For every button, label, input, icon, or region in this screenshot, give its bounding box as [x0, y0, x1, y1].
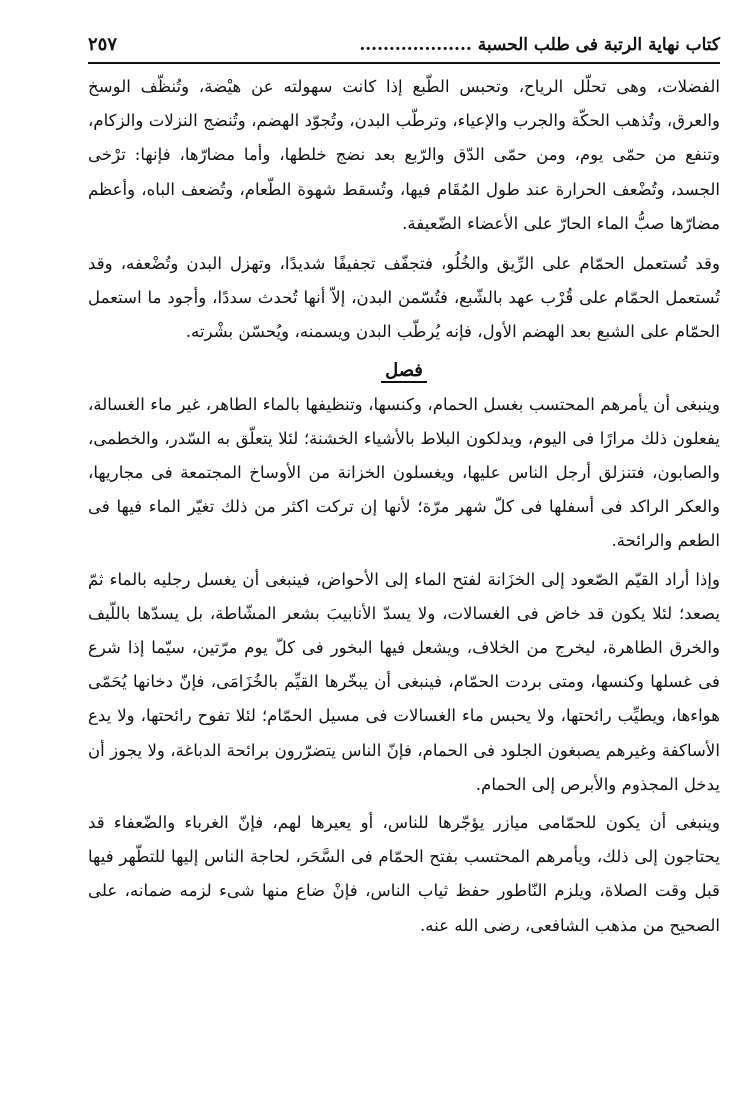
running-title: كتاب نهاية الرتبة فى طلب الحسبة ...................: [359, 35, 720, 55]
book-page: [88, 34, 720, 1094]
page-number: ٢٥٧: [88, 34, 118, 55]
paragraph: الفضلات، وهى تحلّل الرياح، وتحبس الطّبع إذا كانت سهولته عن هيْضة، وتُنظّف الوسخ والعرق، وتُذهب الحكّة والجرب والإعياء، وترطّب البدن، وتُجوّد الهضم، وتُنضج النزلات والزكام، وتنفع من حمّى يوم، ومن حمّى الدّق والرّبع بعد نضج خلطها، وأما مضارّها، فإنها: ترْخى الجسد، وتُضْعف الحرارة عند طول المُقَام فيها، وتُسقط شهوة الطّعام، وتُضعف الباه، وأعظم مضارّها صبُّ الماء الحارّ على الأعضاء الضّعيفة.: [88, 77, 720, 233]
paragraph: وقد تُستعمل الحمّام على الرِّيق والخُلُو، فتجفّف تجفيفًا شديدًا، وتهزل البدن وتُضْعفه، وقد تُستعمل الحمّام على قُرْب عهد بالشّبع، فتُسّمن البدن، إلاّ أنها تُحدث سددًا، وأجود ما استعمل الحمّام على الشبع بعد الهضم الأول، فإنه يُرطّب البدن ويسمنه، ويُحسّن بشْرته.: [88, 254, 720, 342]
section-heading-text: فصل: [381, 360, 427, 383]
paragraph: وينبغى أن يأمرهم المحتسب بغسل الحمام، وكنسها، وتنظيفها بالماء الطاهر، غير ماء الغسالة، يفعلون ذلك مرارًا فى اليوم، ويدلكون البلاط بالأشياء الخشنة؛ لئلا يتعلّق به السّدر، والخطمى، والصابون، فتنزلق أرجل الناس عليها، ويغسلون الخزانة من الأوساخ المجتمعة فى مجاريها، والعكر الراكد فى أسفلها فى كلّ شهر مرّة؛ لأنها إن تركت اكثر من ذلك تغيّر الماء فيها فى الطعم والرائحة.: [88, 394, 721, 551]
paragraph: وإذا أراد القيّم الصّعود إلى الخزَانة لفتح الماء إلى الأحواض، فينبغى أن يغسل رجليه بالماء ثمّ يصعد؛ لئلا يكون قد خاض فى الغسالات، ولا يسدّ الأنابيبَ بشعر المشّاطة، بل يسدّها باللّيف والخرق الطاهرة، ليخرج من الخلاف، ويشعل فيها البخور فى كلّ يوم مرّتين، سيّما إذا شرع فى غسلها وكنسها، ومتى بردت الحمّام، فينبغى أن يبخّرها القيِّم بالخُزَامَى، فإنّ دخانها يُحَمّى هواءها، ويطيِّب رائحتها، ولا يحبس ماء الغسالات فى مسيل الحمّام؛ لئلا تفوح رائحتها، ولا يدع الأساكفة وغيرهم يصبغون الجلود فى الحمام، فإنّ الناس يتضرّرون برائحة الدباغة، ولا يجوز أن يدخل المجذوم والأبرص إلى الحمام.: [88, 569, 720, 794]
header-rule: [88, 62, 720, 64]
page-header: [88, 34, 720, 60]
paragraph: وينبغى أن يكون للحمّامى ميازر يؤجّرها للناس، أو يعيرها لهم، فإنّ الغرباء والضّعفاء قد يحتاجون إلى ذلك، ويأمرهم المحتسب بفتح الحمّام فى السَّحَر، لحاجة الناس إليها للتطّهر فيها قبل وقت الصلاة، ويلزم النّاطور حفظ ثياب الناس، فإنْ ضاع منها شىء لزمه ضمانه، على الصحيح من مذهب الشافعى، رضى الله عنه.: [88, 813, 720, 935]
section-heading: [88, 354, 720, 388]
